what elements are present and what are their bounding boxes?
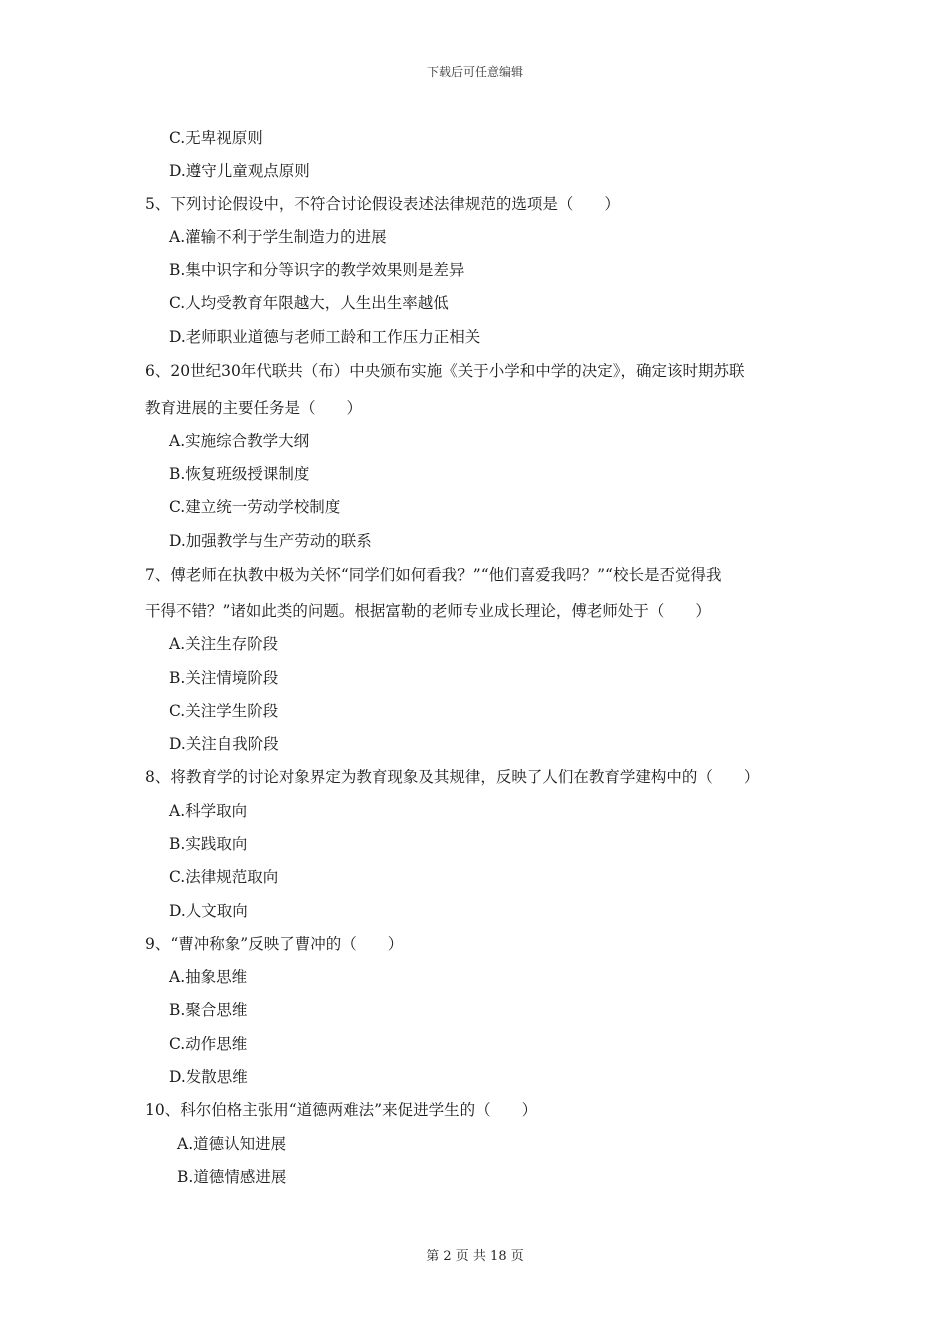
option-line: B.关注情境阶段 [169, 669, 279, 687]
page-header: 下载后可任意编辑 [426, 65, 523, 79]
option-line: B.恢复班级授课制度 [169, 465, 310, 483]
option-line: D.人文取向 [169, 902, 248, 920]
option-line: C.法律规范取向 [169, 868, 279, 886]
option-line: A.实施综合教学大纲 [169, 432, 310, 450]
page-number-footer: 第 2 页 共 18 页 [426, 1249, 524, 1264]
question-line: 9、“曹冲称象”反映了曹冲的（ ） [145, 935, 404, 953]
option-line: A.灌输不利于学生制造力的进展 [169, 228, 387, 246]
option-line: B.实践取向 [169, 835, 248, 853]
option-line: C.无卑视原则 [169, 129, 263, 147]
option-line: D.遵守儿童观点原则 [169, 162, 310, 180]
option-line: B.道德情感进展 [177, 1168, 287, 1186]
option-line: A.关注生存阶段 [169, 635, 279, 653]
option-line: B.集中识字和分等识字的教学效果则是差异 [169, 261, 465, 279]
option-line: B.聚合思维 [169, 1001, 248, 1019]
question-line: 8、将教育学的讨论对象界定为教育现象及其规律，反映了人们在教育学建构中的（ ） [145, 768, 760, 786]
option-line: C.关注学生阶段 [169, 702, 279, 720]
option-line: D.关注自我阶段 [169, 735, 279, 753]
question-line: 5、下列讨论假设中，不符合讨论假设表述法律规范的选项是（ ） [145, 195, 620, 213]
option-line: A.抽象思维 [169, 968, 248, 986]
question-line: 6、20世纪30年代联共（布）中央颁布实施《关于小学和中学的决定》，确定该时期苏联 [145, 362, 745, 380]
question-line: 教育进展的主要任务是（ ） [145, 399, 363, 417]
option-line: A.道德认知进展 [177, 1135, 287, 1153]
question-line: 10、科尔伯格主张用“道德两难法”来促进学生的（ ） [145, 1101, 538, 1119]
question-line: 7、傅老师在执教中极为关怀“同学们如何看我？”“他们喜爱我吗？”“校长是否觉得我 [145, 566, 722, 584]
option-line: C.建立统一劳动学校制度 [169, 498, 341, 516]
option-line: C.人均受教育年限越大，人生出生率越低 [169, 294, 449, 312]
option-line: C.动作思维 [169, 1035, 248, 1053]
option-line: D.老师职业道德与老师工龄和工作压力正相关 [169, 328, 481, 346]
option-line: A.科学取向 [169, 802, 248, 820]
question-line: 干得不错？”诸如此类的问题。根据富勒的老师专业成长理论，傅老师处于（ ） [145, 602, 711, 620]
option-line: D.加强教学与生产劳动的联系 [169, 532, 372, 550]
option-line: D.发散思维 [169, 1068, 248, 1086]
